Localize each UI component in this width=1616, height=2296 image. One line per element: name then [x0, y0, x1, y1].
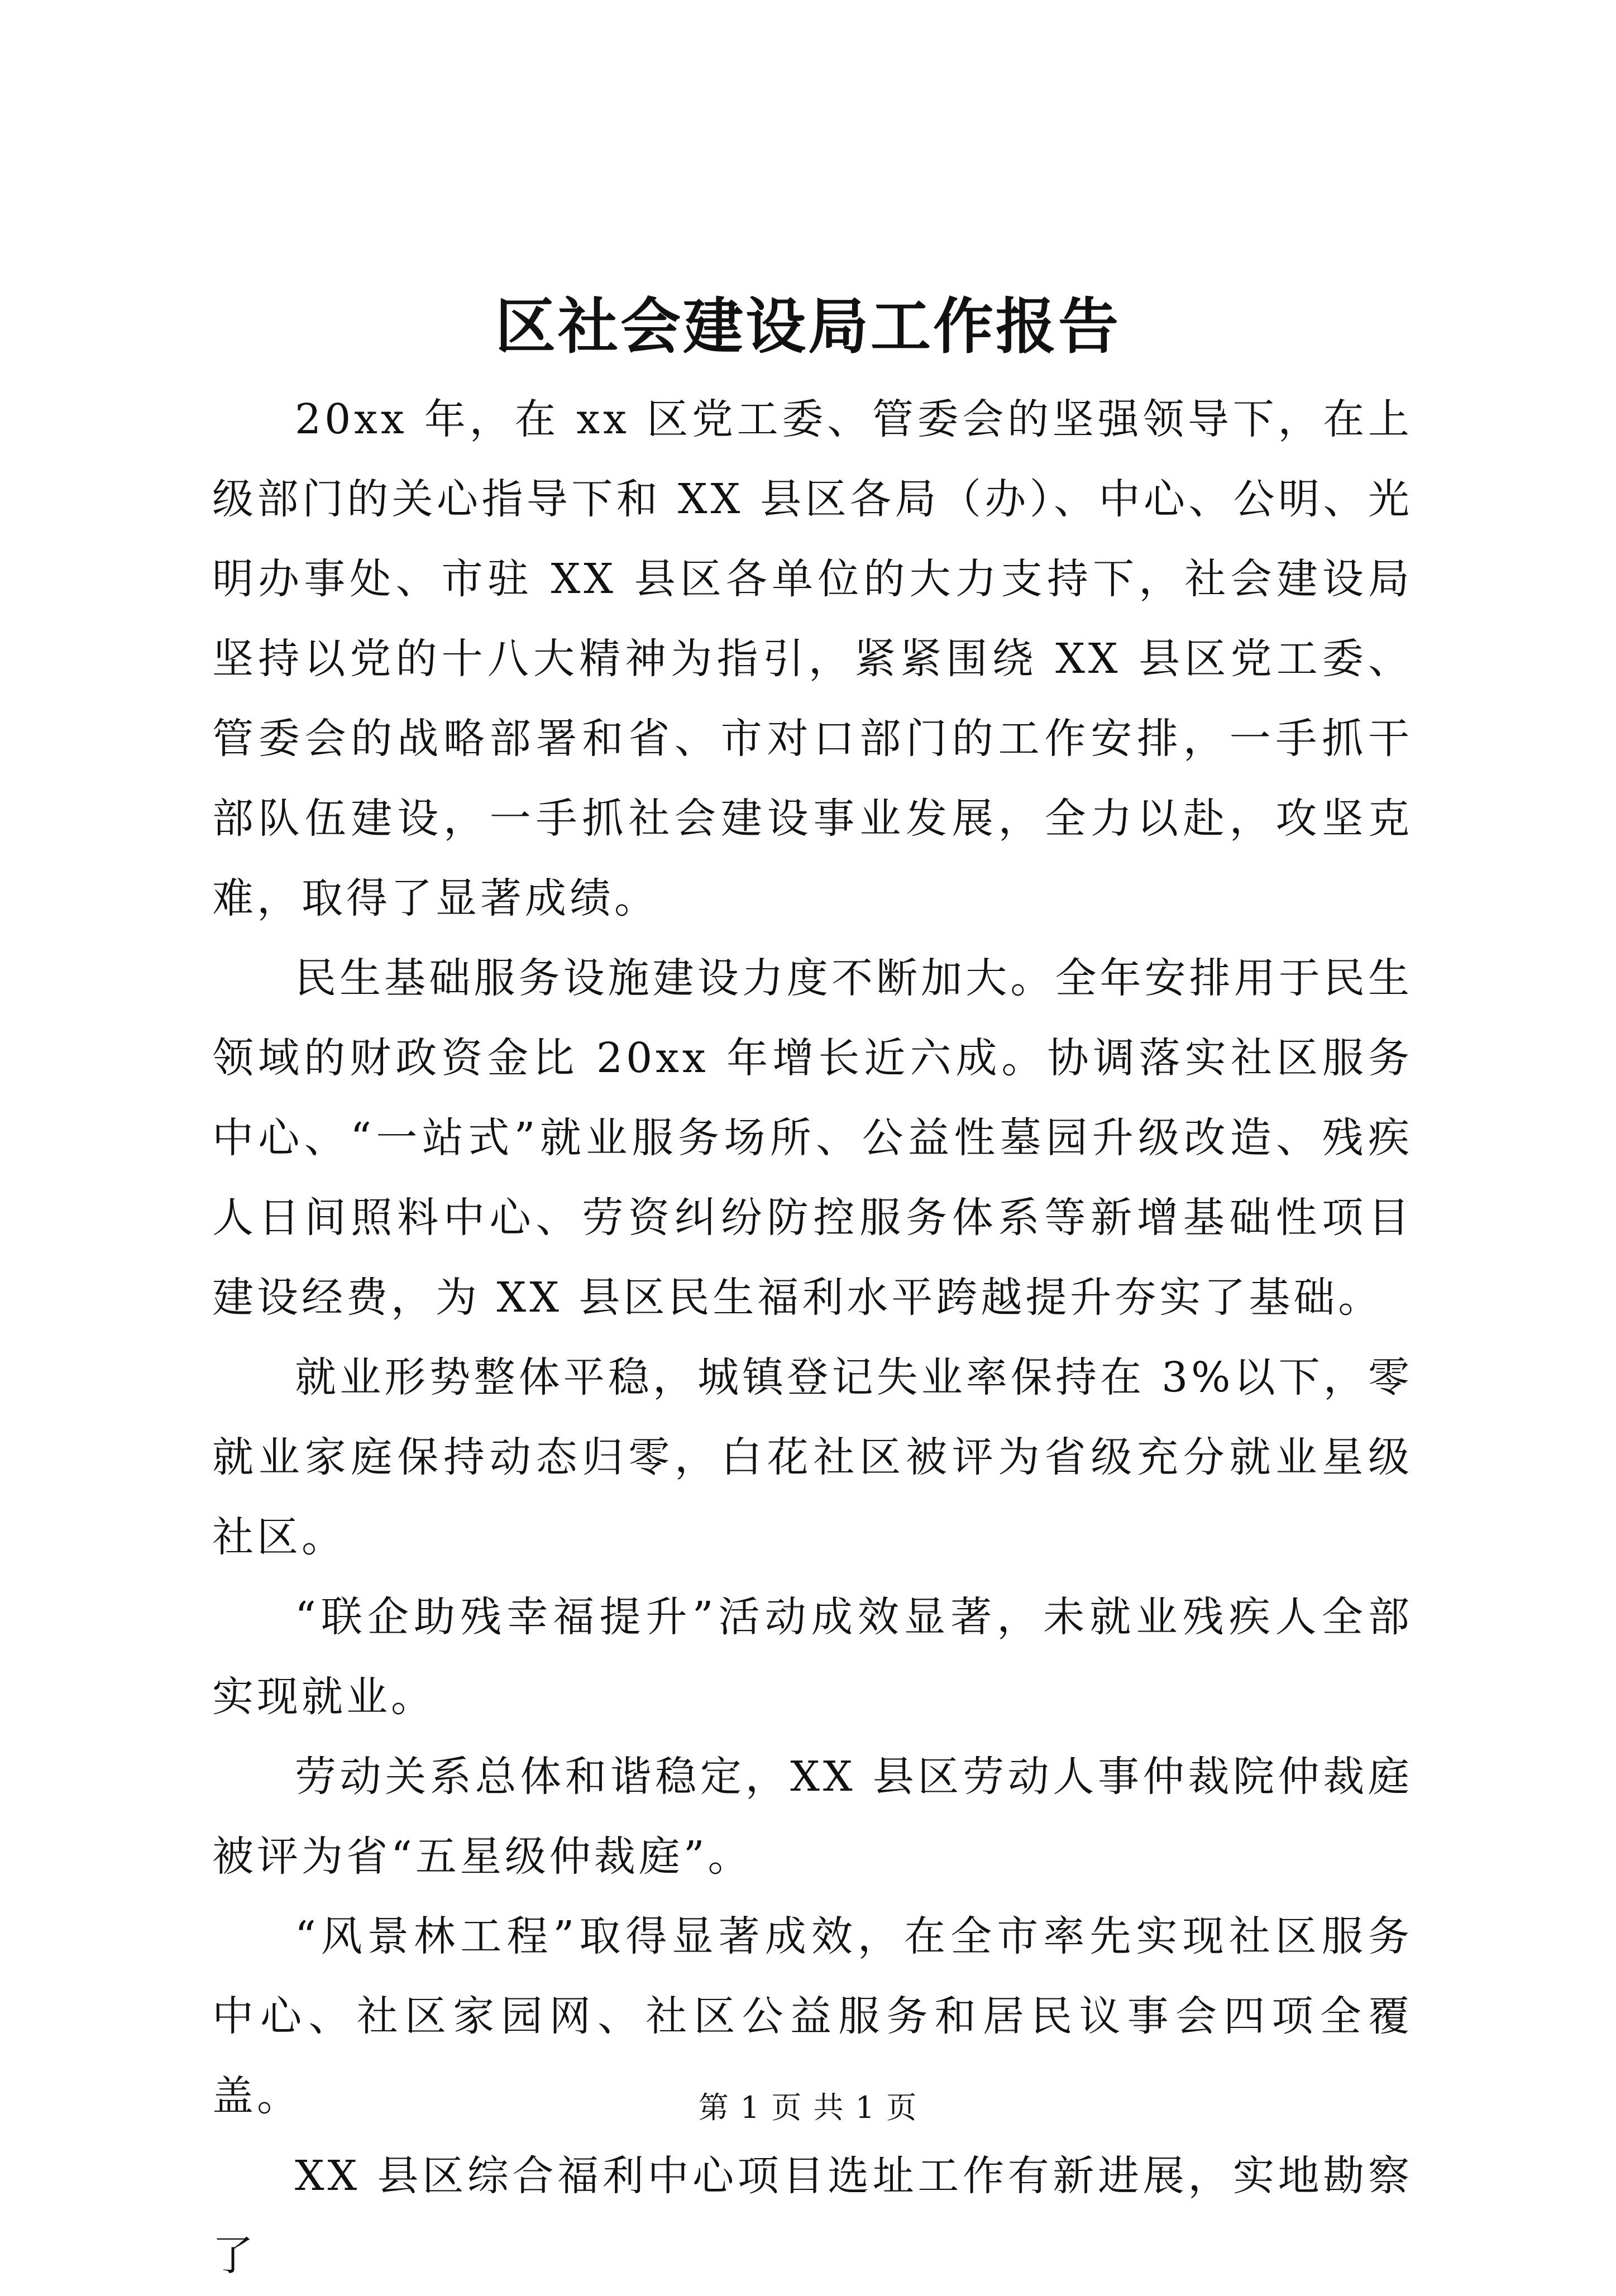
paragraph-scenic-forest: “风景林工程”取得显著成效，在全市率先实现社区服务中心、社区家园网、社区公益服务和居民议事会四项全覆盖。	[212, 1912, 1413, 2120]
paragraph-intro: 20xx 年，在 xx 区党工委、管委会的坚强领导下，在上级部门的关心指导下和 XX 县区各局（办）、中心、公明、光明办事处、市驻 XX 县区各单位的大力支持下，社会建设局坚持以党的十八大精神为指引，紧紧围绕 XX 县区党工委、管委会的战略部署和省、市对口部门的工作安排，一手抓干部队伍建设，一手抓社会建设事业发展，全力以赴，攻坚克难，取得了显著成绩。	[212, 395, 1413, 922]
document-body	[212, 380, 1413, 2296]
document-title: 区社会建设局工作报告	[495, 291, 1121, 362]
paragraph-disability-employment: “联企助残幸福提升”活动成效显著，未就业残疾人全部实现就业。	[212, 1593, 1413, 1721]
page-footer: 第 1 页 共 1 页	[698, 2090, 918, 2125]
paragraph-infrastructure: 民生基础服务设施建设力度不断加大。全年安排用于民生领域的财政资金比 20xx 年增长近六成。协调落实社区服务中心、“一站式”就业服务场所、公益性墓园升级改造、残疾人日间照料中心、劳资纠纷防控服务体系等新增基础性项目建设经费，为 XX 县区民生福利水平跨越提升夯实了基础。	[212, 954, 1413, 1322]
paragraph-welfare-center: XX 县区综合福利中心项目选址工作有新进展，实地勘察了	[212, 2152, 1413, 2280]
paragraph-employment: 就业形势整体平稳，城镇登记失业率保持在 3%以下，零就业家庭保持动态归零，白花社区被评为省级充分就业星级社区。	[212, 1353, 1413, 1561]
paragraph-labor-relations: 劳动关系总体和谐稳定，XX 县区劳动人事仲裁院仲裁庭被评为省“五星级仲裁庭”。	[212, 1753, 1413, 1881]
